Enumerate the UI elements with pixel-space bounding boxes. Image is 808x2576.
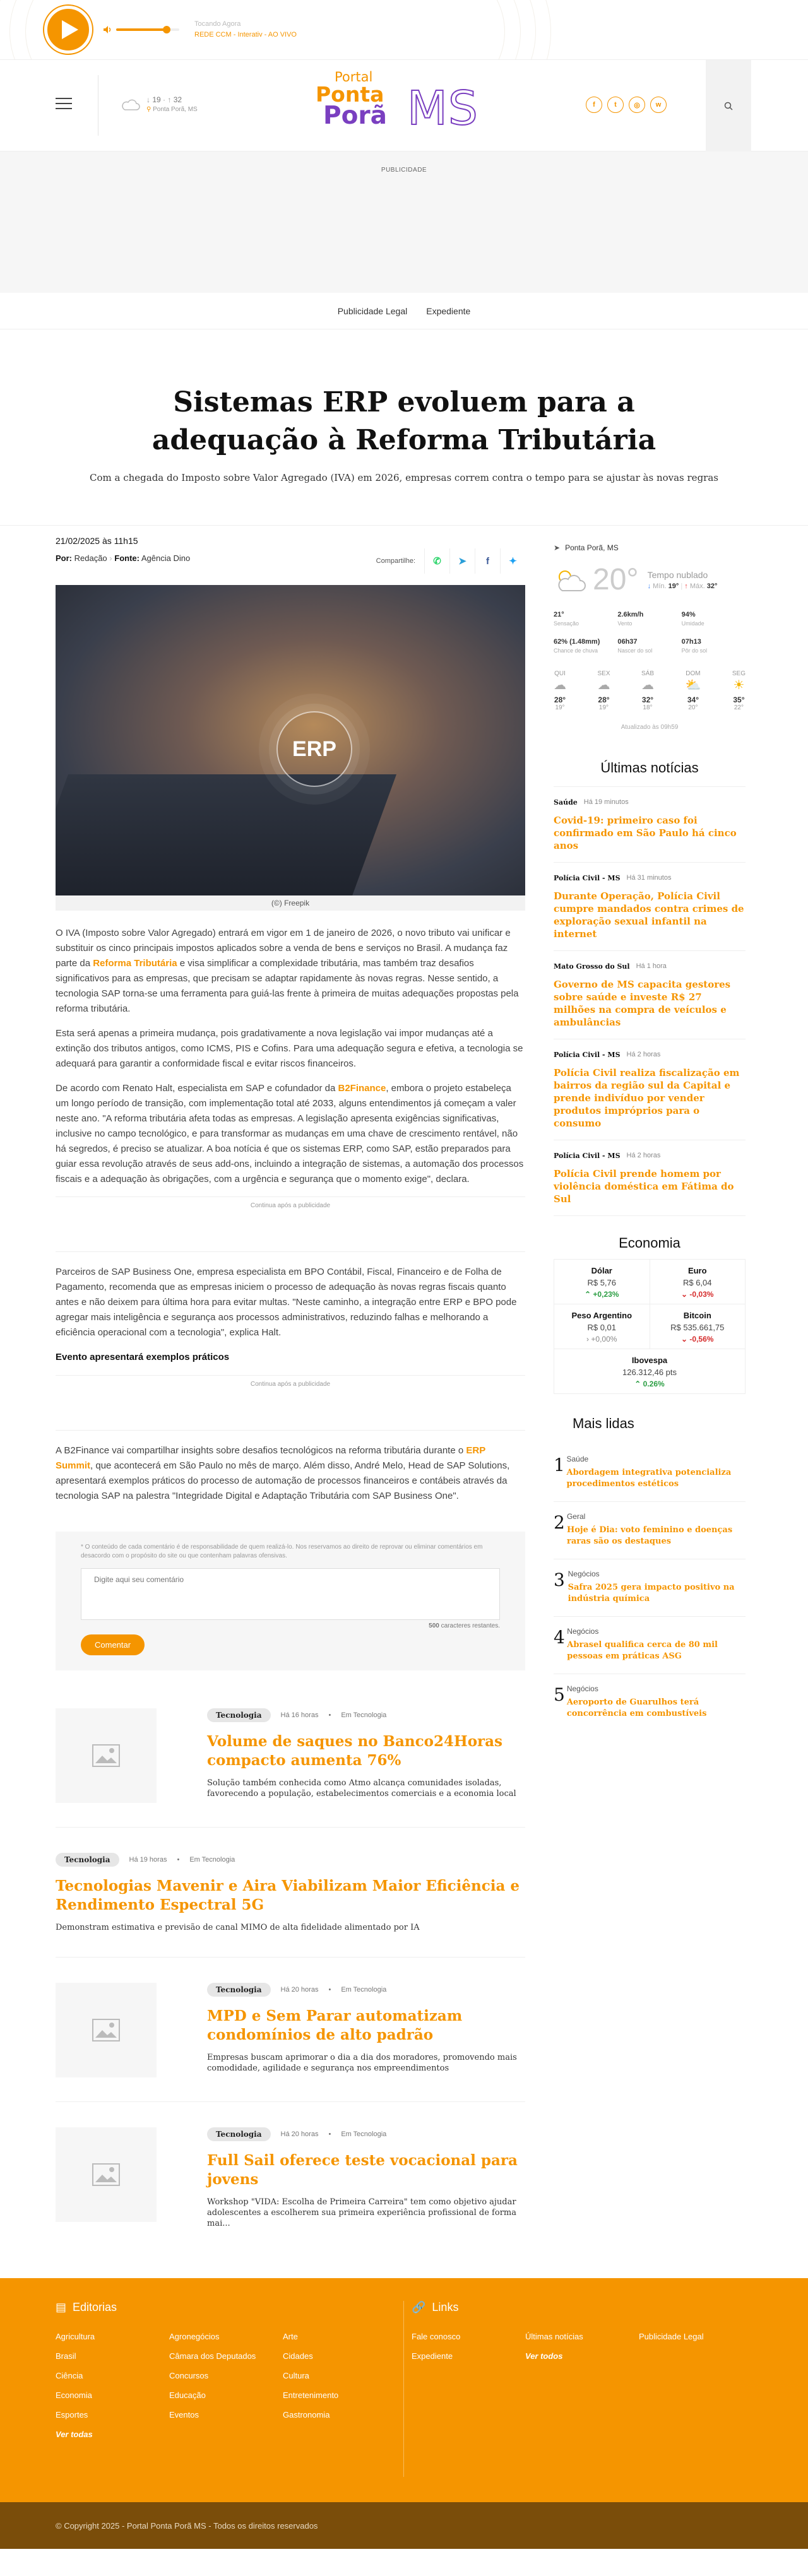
by-label: Por: bbox=[56, 553, 72, 563]
share-bar bbox=[376, 548, 525, 574]
change-value: -0,56% bbox=[689, 1335, 714, 1344]
header-temp-min: 19 bbox=[152, 95, 161, 104]
currency-value: R$ 0,01 bbox=[587, 1323, 617, 1332]
latest-title[interactable]: Durante Operação, Polícia Civil cumpre mandados contra crimes de exploração sexual infantil na internet bbox=[554, 890, 744, 940]
category: Em Tecnologia bbox=[189, 1856, 235, 1864]
stat-label: Vento bbox=[617, 620, 633, 627]
stat-value: 07h13 bbox=[681, 638, 701, 646]
comment-note: * O conteúdo de cada comentário é de responsabilidade de quem realizá-lo. Nos reservamos ao direito de reprovar ou eliminar comentários em desacordo com o propósito do site ou que contenham palavras ofensivas. bbox=[81, 1544, 483, 1559]
header-temp-max: 32 bbox=[173, 95, 182, 104]
most-read-item bbox=[554, 1559, 746, 1617]
rank: 4 bbox=[554, 1627, 565, 1648]
category: Em Tecnologia bbox=[341, 1986, 387, 1994]
currency-value: R$ 5,76 bbox=[587, 1278, 617, 1287]
time: Há 16 horas bbox=[280, 1711, 319, 1719]
currency-value: R$ 6,04 bbox=[682, 1278, 712, 1287]
cloud-icon bbox=[120, 98, 140, 111]
most-read-title-link[interactable]: Aeroporto de Guarulhos terá concorrência em combustíveis bbox=[566, 1698, 707, 1718]
stat-wind bbox=[617, 611, 681, 627]
latest-title[interactable]: Governo de MS capacita gestores sobre saúde e investe R$ 27 milhões na compra de veículos e ambulâncias bbox=[554, 979, 731, 1028]
header-weather: ↓ 19 · ↑ 32 ⚲ Ponta Porã, MS bbox=[120, 95, 198, 115]
currency-bitcoin bbox=[650, 1304, 746, 1349]
economy-widget bbox=[554, 1259, 746, 1394]
p3-text-b: , embora o projeto estabeleça um longo período de transição, com implementação total até 2033, alguns entendimentos já começam a valer neste ano. "A reforma tributária afeta todas as empresas. A legislação apresenta exigências significativas, inclusive no campo tecnológico, e para transformar as mudanças em uma chave de crescimento rentável, não há segredos, é preciso se atualizar. A boa notícia é que os sistemas ERP, como SAP, estão preparados para guiar essa revolução através de seus add-ons, incluindo a integração de sistemas, a automação dos processos fiscais e a adequação às obrigações, com a urgência e segurança que o momento exige", declara. bbox=[56, 1083, 524, 1185]
latest-title[interactable]: Polícia Civil prende homem por violência doméstica em Fátima do Sul bbox=[554, 1168, 734, 1205]
related-item[interactable]: Tecnologia Há 19 horas • Em Tecnologia Tecnologias Mavenir e Aira Viabilizam Maior Eficiência e Rendimento Espectral 5G Demonstram estimativa e previsão de canal MIMO de alta fidelidade alimentado por IA bbox=[56, 1828, 525, 1958]
author: Redação bbox=[74, 553, 107, 563]
related-title[interactable]: Volume de saques no Banco24Horas compacto aumenta 76% bbox=[207, 1733, 503, 1769]
search-icon bbox=[724, 102, 733, 110]
footer-editoria-link[interactable]: Gastronomia bbox=[283, 2410, 330, 2419]
stat-label: Umidade bbox=[681, 620, 704, 627]
most-read-item bbox=[554, 1617, 746, 1674]
footer-editoria-link[interactable]: Brasil bbox=[56, 2351, 76, 2361]
footer-editoria-link[interactable]: Câmara dos Deputados bbox=[169, 2351, 256, 2361]
station-name[interactable]: REDE CCM - Interativ - AO VIVO bbox=[194, 31, 297, 38]
now-playing bbox=[194, 19, 297, 40]
stat-sunset bbox=[682, 638, 746, 654]
currency-dolar bbox=[554, 1260, 650, 1304]
latest-time: Há 1 hora bbox=[636, 962, 667, 970]
latest-item bbox=[554, 1039, 746, 1140]
day-name: DOM bbox=[686, 670, 701, 677]
most-read-category: Negócios bbox=[566, 1684, 598, 1693]
header-weather-location: Ponta Porã, MS bbox=[153, 106, 198, 113]
currency-change: › +0,00% bbox=[586, 1335, 617, 1344]
stat-rain bbox=[554, 638, 617, 654]
day-min: 19° bbox=[598, 704, 609, 711]
forecast-day bbox=[597, 670, 610, 711]
day-max: 32° bbox=[641, 695, 654, 704]
footer-editoria-link[interactable]: Ver todas bbox=[56, 2430, 93, 2439]
latest-item bbox=[554, 787, 746, 863]
latest-news-list bbox=[554, 787, 746, 1216]
latest-news-title: Últimas notícias bbox=[554, 760, 746, 787]
radio-player bbox=[0, 0, 808, 59]
time: Há 20 horas bbox=[280, 1986, 319, 1994]
time: Há 20 horas bbox=[280, 2130, 319, 2138]
article-date: 21/02/2025 às 11h15 bbox=[56, 536, 138, 546]
link-b2finance[interactable]: B2Finance bbox=[338, 1083, 386, 1094]
footer-editoria-link[interactable]: Educação bbox=[169, 2390, 206, 2400]
social-links bbox=[586, 97, 667, 113]
related-desc: Empresas buscam aprimorar o dia a dia dos moradores, promovendo mais comodidade, agilidade e segurança nos empreendimentos bbox=[207, 2053, 517, 2073]
sidebar bbox=[554, 526, 746, 2253]
link-reforma-tributaria[interactable]: Reforma Tributária bbox=[93, 958, 177, 969]
instagram-icon[interactable]: ◎ bbox=[629, 97, 645, 113]
related-item[interactable]: Tecnologia Há 16 horas • Em Tecnologia Volume de saques no Banco24Horas compacto aumenta 76% Solução também conhecida como Atmo alcança comunidades isoladas, favorecendo a população, estabelecimentos comerciais e a economia local bbox=[56, 1683, 525, 1828]
article-header bbox=[0, 329, 808, 483]
latest-category[interactable]: Polícia Civil - MS bbox=[554, 874, 621, 882]
paragraph bbox=[56, 926, 525, 1017]
tag-pill[interactable]: Tecnologia bbox=[207, 2127, 271, 2141]
image-caption: (©) Freepik bbox=[56, 895, 525, 911]
whatsapp-icon[interactable]: w bbox=[650, 97, 667, 113]
stat-label: Sensação bbox=[554, 620, 579, 627]
day-name: SÁB bbox=[641, 670, 654, 677]
comment-input[interactable] bbox=[81, 1568, 500, 1620]
article-body bbox=[56, 926, 525, 1504]
most-read-item bbox=[554, 1674, 746, 1731]
image-placeholder-icon bbox=[56, 2127, 157, 2222]
related-desc: Workshop "VIDA: Escolha de Primeira Carreira" tem como objetivo ajudar adolescentes a escolherem sua primeira experiência profissional de forma mai... bbox=[207, 2197, 516, 2228]
logo-ms: MS bbox=[407, 81, 478, 136]
footer-editoria-link[interactable]: Concursos bbox=[169, 2371, 209, 2380]
currency-name: Dólar bbox=[591, 1266, 612, 1275]
image-placeholder-icon bbox=[56, 1983, 157, 2077]
currency-peso bbox=[554, 1304, 650, 1349]
logo-ponta: Ponta bbox=[316, 82, 384, 107]
image-placeholder-icon bbox=[56, 1708, 157, 1803]
stat-label: Pôr do sol bbox=[681, 647, 708, 654]
weather-current bbox=[554, 562, 746, 597]
weather-location bbox=[554, 543, 746, 552]
now-playing-label: Tocando Agora bbox=[194, 20, 241, 28]
stat-feels-like bbox=[554, 611, 617, 627]
stat-label: Chance de chuva bbox=[554, 647, 598, 654]
partly-cloudy-icon bbox=[554, 567, 586, 593]
rain-cloud-icon: ☁ bbox=[641, 678, 654, 692]
most-read-title-link[interactable]: Safra 2025 gera impacto positivo na indústria química bbox=[567, 1583, 735, 1604]
min-label: Mín. bbox=[653, 582, 667, 590]
facebook-icon[interactable]: f bbox=[586, 97, 602, 113]
char-count-label: caracteres restantes. bbox=[439, 1622, 500, 1629]
menu-icon[interactable] bbox=[56, 98, 72, 113]
content-area bbox=[0, 526, 808, 2253]
article-title: Sistemas ERP evoluem para a adequação à Reforma Tributária bbox=[152, 386, 656, 456]
footer-editoria-link[interactable]: Economia bbox=[56, 2390, 92, 2400]
currency-euro bbox=[650, 1260, 746, 1304]
day-name: QUI bbox=[554, 670, 566, 677]
related-desc: Solução também conhecida como Atmo alcança comunidades isoladas, favorecendo a população, estabelecimentos comerciais e a economia local bbox=[207, 1778, 516, 1799]
volume-slider[interactable] bbox=[116, 28, 179, 31]
currency-name: Euro bbox=[687, 1266, 707, 1275]
currency-name: Bitcoin bbox=[683, 1311, 711, 1320]
submit-comment-button[interactable]: Comentar bbox=[81, 1634, 145, 1655]
article-main bbox=[56, 526, 525, 2253]
related-desc: Demonstram estimativa e previsão de canal MIMO de alta fidelidade alimentado por IA bbox=[56, 1923, 420, 1932]
stat-value: 2.6km/h bbox=[617, 611, 644, 618]
link-icon: 🔗 bbox=[412, 2301, 426, 2313]
play-icon bbox=[62, 20, 78, 39]
stat-value: 21° bbox=[554, 611, 564, 618]
logo-portal: Portal bbox=[335, 69, 373, 85]
source-label: Fonte: bbox=[114, 553, 140, 563]
footer-editoria-link[interactable]: Arte bbox=[283, 2332, 298, 2341]
change-value: +0,00% bbox=[591, 1335, 617, 1344]
change-value: +0,23% bbox=[593, 1290, 619, 1299]
link-erp-summit[interactable]: ERP Summit bbox=[56, 1445, 485, 1471]
footer-editoria-link[interactable]: Cidades bbox=[283, 2351, 313, 2361]
most-read-item bbox=[554, 1445, 746, 1502]
article-meta bbox=[56, 536, 525, 574]
rank: 2 bbox=[554, 1512, 565, 1533]
footer-editoria-link[interactable]: Ciência bbox=[56, 2371, 83, 2380]
paragraph: Parceiros de SAP Business One, empresa especialista em BPO Contábil, Fiscal, Financeiro e de Folha de Pagamento, recomenda que as empresas iniciem o processo de adequação às novas regras fiscais quanto antes e não deixem para última hora para evitar multas. "Neste caminho, a integração entre ERP e BPO pode agregar mais inteligência e segurança aos processos administrativos, reduzindo falhas e melhorando a eficiência operacional com a tecnologia", explica Halt. bbox=[56, 1267, 517, 1338]
forecast-day bbox=[732, 670, 746, 711]
stat-value: 06h37 bbox=[617, 638, 638, 646]
tag-pill[interactable]: Tecnologia bbox=[56, 1853, 119, 1867]
day-max: 35° bbox=[733, 695, 745, 704]
change-value: -0,03% bbox=[689, 1290, 714, 1299]
article-subtitle: Com a chegada do Imposto sobre Valor Agregado (IVA) em 2026, empresas correm contra o tempo para se ajustar às novas regras bbox=[90, 472, 718, 483]
most-read-item bbox=[554, 1502, 746, 1559]
comment-form bbox=[56, 1532, 525, 1670]
logo-pora: Porã bbox=[323, 102, 387, 130]
weather-updated: Atualizado às 09h59 bbox=[621, 724, 679, 731]
sub-navigation bbox=[0, 293, 808, 329]
rain-cloud-icon: ☁ bbox=[597, 678, 610, 692]
char-count bbox=[81, 1622, 500, 1629]
weather-location-text: Ponta Porã, MS bbox=[565, 543, 619, 552]
related-item[interactable]: Tecnologia Há 20 horas • Em Tecnologia Full Sail oferece teste vocacional para jovens Workshop "VIDA: Escolha de Primeira Carreira" tem como objetivo ajudar adolescentes a escolherem sua primeira experiência profissional de forma mai... bbox=[56, 2102, 525, 2253]
p3-text-a: De acordo com Renato Halt, especialista em SAP e cofundador da bbox=[56, 1083, 338, 1094]
links-grid bbox=[412, 2332, 751, 2361]
category: Em Tecnologia bbox=[341, 1711, 387, 1719]
day-max: 34° bbox=[687, 695, 699, 704]
max-value: 32° bbox=[706, 582, 718, 590]
currency-change: ⌃ 0.26% bbox=[634, 1380, 665, 1388]
footer-editoria-link[interactable]: Entretenimento bbox=[283, 2390, 339, 2400]
footer-editoria-link[interactable]: Esportes bbox=[56, 2410, 88, 2419]
share-telegram-icon[interactable]: ➤ bbox=[449, 548, 475, 574]
rain-cloud-icon: ☁ bbox=[554, 678, 566, 692]
currency-change: ⌄ -0,03% bbox=[681, 1290, 714, 1299]
search-button[interactable] bbox=[706, 60, 751, 151]
currency-value: 126.312,46 pts bbox=[622, 1368, 677, 1377]
day-min: 20° bbox=[688, 704, 698, 711]
day-max: 28° bbox=[598, 695, 610, 704]
footer-link[interactable]: Fale conosco bbox=[412, 2332, 461, 2341]
footer-link[interactable]: Últimas notícias bbox=[525, 2332, 583, 2341]
latest-category[interactable]: Saúde bbox=[554, 798, 578, 806]
footer-editoria-link[interactable]: Cultura bbox=[283, 2371, 309, 2380]
char-count-value: 500 bbox=[429, 1622, 439, 1629]
volume-control[interactable] bbox=[104, 26, 179, 33]
sun-cloud-icon: ⛅ bbox=[685, 678, 701, 692]
inline-ad[interactable]: Continua após a publicidade bbox=[56, 1196, 525, 1252]
most-read-category: Negócios bbox=[567, 1627, 599, 1636]
latest-title[interactable]: Covid-19: primeiro caso foi confirmado em São Paulo há cinco anos bbox=[554, 815, 737, 851]
weather-minmax: ↓ Mín. 19° | ↑ Máx. 32° bbox=[647, 582, 718, 590]
weather-temp: 20° bbox=[593, 563, 639, 596]
most-read-category: Negócios bbox=[567, 1569, 600, 1578]
paragraph bbox=[56, 1443, 525, 1504]
most-read bbox=[554, 1415, 746, 1731]
latest-time: Há 2 horas bbox=[626, 1152, 661, 1159]
newspaper-icon: ▤ bbox=[56, 2301, 67, 2313]
sun-icon: ☀ bbox=[733, 678, 745, 692]
forecast-day bbox=[641, 670, 654, 711]
economy-title: Economia bbox=[619, 1235, 680, 1251]
day-min: 18° bbox=[643, 704, 653, 711]
p5-text-a: A B2Finance vai compartilhar insights sobre desafios tecnológicos na reforma tributária durante o bbox=[56, 1445, 466, 1456]
related-articles bbox=[56, 1683, 525, 2253]
article-byline: Por: Redação › Fonte: Agência Dino bbox=[56, 553, 191, 563]
editorias-grid bbox=[56, 2332, 403, 2439]
footer-editoria-link[interactable]: Agronegócios bbox=[169, 2332, 220, 2341]
section-heading: Evento apresentará exemplos práticos bbox=[56, 1352, 230, 1362]
stat-sunrise bbox=[617, 638, 681, 654]
footer-links bbox=[404, 2301, 751, 2477]
rank: 1 bbox=[554, 1455, 565, 1475]
footer-link[interactable]: Publicidade Legal bbox=[639, 2332, 704, 2341]
footer-link[interactable]: Expediente bbox=[412, 2351, 453, 2361]
article-image bbox=[56, 585, 525, 895]
tag-pill[interactable]: Tecnologia bbox=[207, 1983, 271, 1997]
volume-knob[interactable] bbox=[163, 26, 170, 33]
latest-category[interactable]: Polícia Civil - MS bbox=[554, 1051, 621, 1059]
related-title[interactable]: Tecnologias Mavenir e Aira Viabilizam Maior Eficiência e Rendimento Espectral 5G bbox=[56, 1877, 520, 1913]
related-title[interactable]: Full Sail oferece teste vocacional para jovens bbox=[207, 2152, 518, 2188]
day-min: 19° bbox=[555, 704, 565, 711]
stat-value: 94% bbox=[681, 611, 696, 618]
index-ibovespa bbox=[554, 1349, 745, 1393]
footer-editorias-title: Editorias bbox=[73, 2301, 117, 2313]
forecast-day bbox=[554, 670, 566, 711]
footer-link[interactable]: Ver todos bbox=[525, 2351, 563, 2361]
paragraph: Esta será apenas a primeira mudança, pois gradativamente a nova legislação vai impor mudanças até a extinção dos tributos antigos, como ICMS, PIS e Cofins. Para uma adequação segura e efetiva, a tecnologia se adequará para garantir a conformidade fiscal e evitar riscos financeiros. bbox=[56, 1028, 523, 1069]
share-label: Compartilhe: bbox=[376, 557, 415, 565]
day-name: SEX bbox=[597, 670, 610, 677]
footer-editoria-link[interactable]: Agricultura bbox=[56, 2332, 95, 2341]
copyright: © Copyright 2025 - Portal Ponta Porã MS - Todos os direitos reservados bbox=[0, 2502, 808, 2549]
erp-graphic: ERP bbox=[276, 711, 352, 787]
share-twitter-icon[interactable]: ✦ bbox=[500, 548, 525, 574]
category: Em Tecnologia bbox=[341, 2130, 387, 2138]
currency-value: R$ 535.661,75 bbox=[670, 1323, 725, 1332]
latest-time: Há 2 horas bbox=[626, 1051, 661, 1058]
footer-links-title: Links bbox=[432, 2301, 459, 2313]
time: Há 19 horas bbox=[129, 1856, 167, 1864]
volume-icon bbox=[104, 26, 112, 33]
latest-category[interactable]: Polícia Civil - MS bbox=[554, 1152, 621, 1160]
currency-change: ⌃ +0,23% bbox=[585, 1290, 619, 1299]
currency-name: Peso Argentino bbox=[571, 1311, 633, 1320]
most-read-title-link[interactable]: Hoje é Dia: voto feminino e doenças raras são os destaques bbox=[566, 1525, 733, 1546]
p5-text-b: , que acontecerá em São Paulo no mês de março. Além disso, André Melo, Head de SAP Solutions, apresentará exemplos práticos do processo de automação de processos financeiros e contábeis através da tecnologia SAP na palestra "Integridade Digital e Adaptação Tributária com SAP Business One". bbox=[56, 1460, 510, 1501]
p1-text-b: e visa simplificar a complexidade tributária, mas também traz desafios significativos para as empresas, que precisam se adaptar rapidamente às novas regras. Nesse sentido, a tecnologia SAP torna-se uma ferramenta para guiá-las frente à primeira de muitas adequações propostas pela reforma tributária. bbox=[56, 958, 519, 1014]
most-read-category: Saúde bbox=[566, 1455, 589, 1463]
latest-item bbox=[554, 863, 746, 951]
related-item[interactable]: Tecnologia Há 20 horas • Em Tecnologia MPD e Sem Parar automatizam condomínios de alto padrão Empresas buscam aprimorar o dia a dia dos moradores, promovendo mais comodidade, agilidade e segurança nos empreendimentos bbox=[56, 1958, 525, 2102]
play-button[interactable] bbox=[44, 6, 92, 54]
forecast-day bbox=[685, 670, 701, 711]
latest-time: Há 31 minutos bbox=[626, 874, 672, 882]
most-read-title-link[interactable]: Abrasel qualifica cerca de 80 mil pessoas em práticas ASG bbox=[567, 1640, 718, 1661]
change-value: 0.26% bbox=[643, 1380, 665, 1388]
stat-value: 62% (1.48mm) bbox=[554, 638, 600, 646]
latest-time: Há 19 minutos bbox=[583, 798, 629, 806]
most-read-title-link[interactable]: Abordagem integrativa potencializa procedimentos estéticos bbox=[566, 1468, 732, 1489]
tag-pill[interactable]: Tecnologia bbox=[207, 1708, 271, 1722]
most-read-title: Mais lidas bbox=[573, 1415, 634, 1431]
inline-ad[interactable]: Continua após a publicidade bbox=[56, 1375, 525, 1431]
volume-fill bbox=[116, 28, 167, 31]
stat-humidity bbox=[682, 611, 746, 627]
rank: 3 bbox=[554, 1569, 565, 1590]
ad-label: PUBLICIDADE bbox=[381, 167, 427, 174]
location-icon: ➤ bbox=[554, 543, 561, 552]
latest-item bbox=[554, 1140, 746, 1216]
keyboard-shape bbox=[56, 774, 396, 895]
weather-stats bbox=[554, 611, 746, 654]
subnav-publicidade-legal[interactable]: Publicidade Legal bbox=[337, 305, 408, 316]
weather-desc: Tempo nublado bbox=[647, 569, 708, 580]
min-value: 19° bbox=[668, 582, 679, 590]
currency-change: ⌄ -0,56% bbox=[681, 1335, 714, 1344]
source: Agência Dino bbox=[141, 553, 191, 563]
share-whatsapp-icon[interactable]: ✆ bbox=[424, 548, 449, 574]
rank: 5 bbox=[554, 1684, 565, 1705]
most-read-category: Geral bbox=[566, 1512, 586, 1521]
stat-label: Nascer do sol bbox=[617, 647, 653, 654]
p1-text-a: O IVA (Imposto sobre Valor Agregado) entrará em vigor em 1 de janeiro de 2026, o novo tributo vai unificar e substituir os cinco principais impostos aplicados sobre a venda de bens e serviços no Brasil. A mudança faz parte da bbox=[56, 928, 511, 969]
latest-title[interactable]: Polícia Civil realiza fiscalização em bairros da região sul da Capital e prende indivíduo por vender produtos impróprios para o consumo bbox=[554, 1067, 740, 1129]
site-header bbox=[0, 59, 808, 151]
footer-editorias bbox=[56, 2301, 404, 2477]
latest-item bbox=[554, 951, 746, 1039]
twitter-icon[interactable]: t bbox=[607, 97, 624, 113]
weather-forecast bbox=[554, 670, 746, 711]
day-min: 22° bbox=[734, 704, 744, 711]
footer-editoria-link[interactable]: Eventos bbox=[169, 2410, 199, 2419]
currency-name: Ibovespa bbox=[631, 1356, 668, 1365]
related-title[interactable]: MPD e Sem Parar automatizam condomínios de alto padrão bbox=[207, 2007, 463, 2043]
latest-category[interactable]: Mato Grosso do Sul bbox=[554, 962, 630, 971]
day-max: 28° bbox=[554, 695, 566, 704]
subnav-expediente[interactable]: Expediente bbox=[426, 305, 471, 316]
share-facebook-icon[interactable]: f bbox=[475, 548, 500, 574]
site-footer bbox=[0, 2278, 808, 2502]
ad-banner[interactable] bbox=[0, 151, 808, 293]
max-label: Máx. bbox=[689, 582, 705, 590]
paragraph bbox=[56, 1081, 525, 1187]
site-logo[interactable] bbox=[316, 69, 505, 136]
day-name: SEG bbox=[732, 670, 746, 677]
